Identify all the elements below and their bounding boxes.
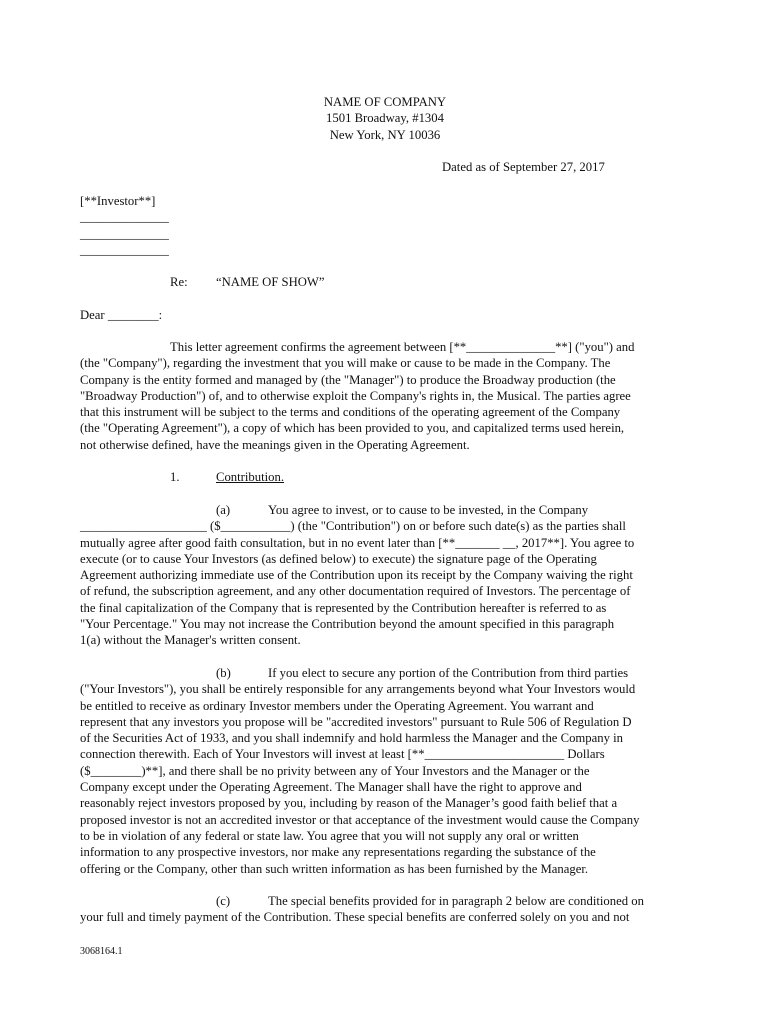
paragraph-line: of the Securities Act of 1933, and you shall indemnify and hold harmless the Manager and the Company in — [80, 731, 623, 746]
paragraph-line: You agree to invest, or to cause to be invested, in the Company — [268, 503, 589, 517]
salutation: Dear ________: — [80, 308, 163, 322]
paragraph-line: be entitled to receive as ordinary Investor members under the Operating Agreement. You warrant and — [80, 698, 594, 713]
paragraph-b — [80, 665, 690, 877]
paragraph-line: Agreement authorizing immediate use of the Contribution upon its receipt by the Company waiving the right — [80, 568, 633, 583]
paragraph-line: "Your Percentage." You may not increase the Contribution beyond the amount specified in this paragraph — [80, 617, 615, 632]
paragraph-line: Company is the entity formed and managed by (the "Manager") to produce the Broadway production (the — [80, 372, 616, 387]
paragraph-label: (a) — [216, 503, 231, 517]
intro-paragraph — [80, 339, 690, 453]
paragraph-line: of refund, the subscription agreement, and any other documentation required of Investors. The percentage of — [80, 584, 631, 599]
paragraph-line: offering or the Company, other than such written information as has been furnished by the Manager. — [80, 861, 589, 876]
paragraph-line: ____________________ ($___________) (the "Contribution") on or before such date(s) as the parties shall — [80, 519, 626, 534]
paragraph-line: information to any prospective investors, nor make any representations regarding the substance of the — [80, 845, 596, 860]
paragraph-line: represent that any investors you propose will be "accredited investors" pursuant to Rule 506 of Regulation D — [80, 714, 632, 729]
paragraph-line: to be in violation of any federal or state law. You agree that you will not supply any oral or written — [80, 828, 579, 843]
date-line: Dated as of September 27, 2017 — [442, 160, 605, 174]
section-number: 1. — [170, 470, 180, 484]
section-title: Contribution. — [216, 470, 285, 484]
paragraph-label: (b) — [216, 666, 231, 680]
addressee-blank-line: ______________ — [80, 210, 169, 225]
paragraph-line: your full and timely payment of the Contribution. These special benefits are conferred solely on you and not — [80, 910, 630, 925]
document-number: 3068164.1 — [80, 946, 123, 957]
letterhead — [80, 94, 690, 143]
paragraph-line: mutually agree after good faith consultation, but in no event later than [**_______ __, 2017**]. You agree to — [80, 535, 635, 550]
paragraph-line: connection therewith. Each of Your Investors will invest at least [**______________________ Dollars — [80, 747, 605, 762]
paragraph-line: The special benefits provided for in paragraph 2 below are conditioned on — [268, 894, 644, 908]
paragraph-line: the final capitalization of the Company that is represented by the Contribution hereafter is referred to as — [80, 600, 607, 615]
paragraph-line: If you elect to secure any portion of the Contribution from third parties — [268, 666, 629, 680]
paragraph-line: execute (or to cause Your Investors (as defined below) to execute) the signature page of the Operating — [80, 551, 597, 566]
re-subject: “NAME OF SHOW” — [216, 275, 325, 289]
paragraph-line: reasonably reject investors proposed by you, including by reason of the Manager’s good faith belief that a — [80, 796, 618, 811]
paragraph-a — [80, 502, 690, 649]
address-line-2: New York, NY 10036 — [329, 127, 441, 142]
address-line-1: 1501 Broadway, #1304 — [326, 111, 444, 126]
paragraph-line: proposed investor is not an accredited investor or that acceptance of the investment would cause the Company — [80, 812, 640, 827]
paragraph-line: ($________)**], and there shall be no privity between any of Your Investors and the Manager or the — [80, 763, 590, 778]
paragraph-label: (c) — [216, 894, 231, 908]
paragraph-line: Company except under the Operating Agreement. The Manager shall have the right to approve and — [80, 780, 582, 795]
addressee-name: [**Investor**] — [80, 194, 156, 208]
paragraph-line: 1(a) without the Manager's written consent. — [80, 633, 301, 648]
company-name: NAME OF COMPANY — [323, 95, 447, 109]
paragraph-c — [80, 893, 690, 926]
re-label: Re: — [170, 275, 188, 289]
paragraph-line: This letter agreement confirms the agreement between [**______________**] ("you") and — [170, 340, 635, 354]
addressee-blank-line: ______________ — [80, 226, 169, 241]
paragraph-line: not otherwise defined, have the meanings given in the Operating Agreement. — [80, 437, 470, 452]
paragraph-line: that this instrument will be subject to the terms and conditions of the operating agreement of the Company — [80, 405, 621, 420]
paragraph-line: "Broadway Production") of, and to otherwise exploit the Company's rights in, the Musical. The parties agree — [80, 388, 631, 403]
addressee-block — [80, 193, 169, 258]
paragraph-line: (the "Operating Agreement"), a copy of which has been provided to you, and capitalized terms used herein, — [80, 421, 625, 436]
paragraph-line: (the "Company"), regarding the investment that you will make or cause to be made in the Company. The — [80, 356, 611, 371]
addressee-blank-line: ______________ — [80, 242, 169, 257]
paragraph-line: ("Your Investors"), you shall be entirely responsible for any arrangements beyond what Your Investors would — [80, 682, 636, 697]
